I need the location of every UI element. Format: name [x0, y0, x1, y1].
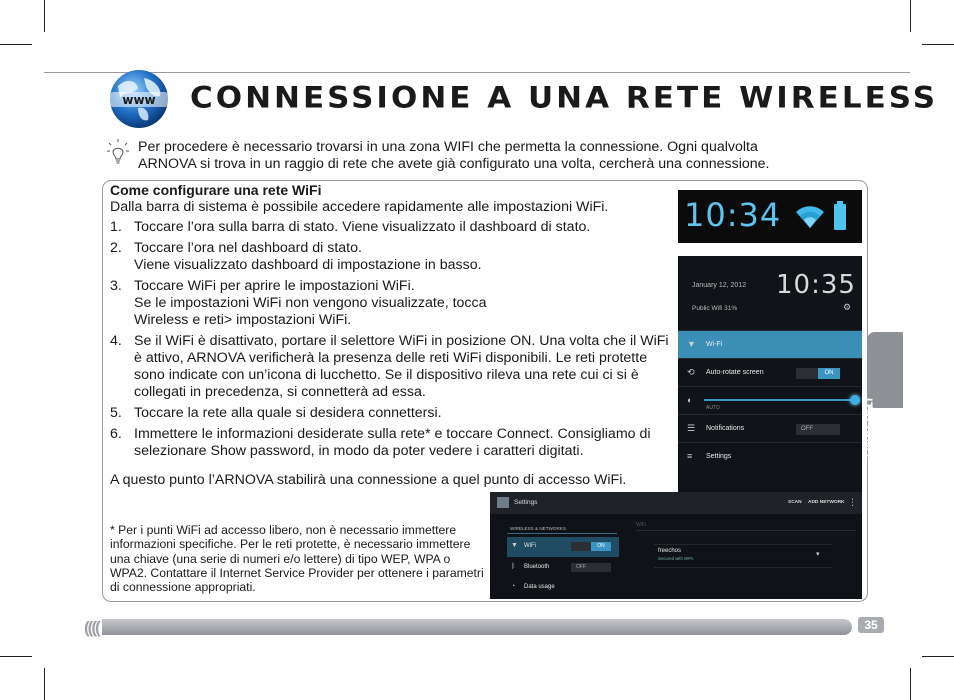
step-number: 3. — [110, 278, 122, 294]
crop-mark — [0, 44, 32, 45]
settings-item-bluetooth[interactable]: ᛒ Bluetooth OFF — [507, 558, 619, 578]
wifi-signal-icon — [794, 204, 826, 230]
section-heading: Come configurare una rete WiFi — [110, 182, 322, 198]
dashboard-clock: 10:35 — [776, 270, 856, 300]
notifications-toggle[interactable]: OFF — [796, 424, 840, 435]
step-number: 5. — [110, 405, 122, 421]
lead-text: Dalla barra di sistema è possibile accedere rapidamente alle impostazioni WiFi. — [110, 199, 609, 215]
bluetooth-toggle[interactable]: OFF — [571, 563, 611, 572]
page-number: 35 — [858, 617, 884, 633]
brightness-icon: ◐ — [687, 395, 693, 405]
brightness-slider[interactable] — [704, 399, 856, 401]
list-item — [110, 240, 670, 274]
footer-bar — [102, 619, 852, 635]
settings-item-data-usage[interactable]: ◔ Data usage — [511, 583, 555, 590]
language-label: ITALIANO — [861, 398, 875, 458]
settings-item-wifi[interactable]: ▼ WiFi ON — [507, 537, 619, 557]
step-number: 6. — [110, 426, 122, 442]
list-item — [110, 426, 670, 460]
page-title: CONNESSIONE A UNA RETE WIRELESS — [190, 80, 939, 116]
dashboard-row-rotate[interactable] — [678, 358, 862, 387]
wifi-icon: ▼ — [511, 542, 518, 549]
step-text: Se le impostazioni WiFi non vengono visualizzate, tocca — [134, 295, 487, 311]
instructions — [110, 182, 670, 489]
logo-text: www — [122, 93, 156, 107]
step-text: Wireless e reti> impostazioni WiFi. — [134, 312, 352, 328]
language-tab — [861, 332, 903, 458]
dashboard-row-settings[interactable] — [678, 442, 862, 471]
lock-wifi-icon: ▾ — [816, 551, 820, 558]
pane-title: WiFi — [636, 522, 646, 528]
dashboard-row-wifi[interactable] — [678, 330, 862, 359]
lightbulb-icon — [107, 139, 129, 165]
dashboard-status: Public Wifi 31% — [692, 305, 738, 312]
status-dashboard-screenshot — [678, 256, 862, 492]
network-name: freechos — [658, 548, 682, 554]
auto-label: AUTO — [706, 405, 720, 411]
action-bar-title: Settings — [514, 499, 538, 506]
list-item — [110, 219, 670, 236]
add-network-button[interactable]: ADD NETWORK — [808, 500, 845, 505]
rotate-toggle[interactable]: ON — [796, 368, 840, 379]
row-label: Notifications — [706, 425, 745, 432]
crop-mark — [44, 668, 45, 700]
slider-handle[interactable] — [850, 395, 860, 405]
data-usage-icon: ◔ — [511, 583, 516, 590]
divider — [636, 530, 856, 531]
bluetooth-icon: ᛒ — [511, 563, 516, 570]
step-text: Toccare la rete alla quale si desidera connettersi. — [134, 405, 442, 421]
crop-mark — [922, 656, 954, 657]
footnote: * Per i punti WiFi ad accesso libero, non è necessario immettere informazioni specifiche. Per le reti protette, è necessario immettere una chiave (una serie di numeri e/o lettere) di tipo WEP, WPA o WPA2. Contattare il Internet Service Provider per ottenere i parametri di connessione appropriati. — [110, 523, 484, 595]
dashboard-row-notifications[interactable] — [678, 414, 862, 443]
footer-ornament: (((( — [84, 618, 99, 637]
divider — [507, 533, 617, 534]
overflow-menu-icon[interactable]: ⋮ — [848, 497, 857, 507]
step-text: Se il WiFi è disattivato, portare il selettore WiFi in posizione ON. Una volta che il WiFi è attivo, ARNOVA verificherà la presenza delle reti WiFi disponibili. Le reti protette sono indicate con un’icona di lucchetto. Se il dispositivo rileva una rete cui ci si è collegati in precedenza, si connetterà ad essa. — [134, 333, 669, 400]
status-bar-screenshot — [678, 190, 862, 243]
settings-shortcut-icon: ⚙ — [843, 302, 852, 312]
scan-button[interactable]: SCAN — [788, 500, 802, 505]
dashboard-date: January 12, 2012 — [692, 282, 747, 289]
battery-tip — [837, 201, 843, 204]
settings-app-icon — [497, 497, 509, 508]
notifications-icon: ☰ — [687, 423, 696, 433]
globe-icon — [108, 68, 170, 130]
network-security: Secured with WPA — [658, 556, 694, 561]
crop-mark — [44, 0, 45, 32]
wifi-settings-screenshot — [490, 492, 862, 599]
crop-mark — [910, 668, 911, 700]
crop-mark — [922, 44, 954, 45]
step-text: Toccare WiFi per aprire le impostazioni WiFi. — [134, 278, 415, 294]
closing-text: A questo punto l’ARNOVA stabilirà una connessione a quel punto di accesso WiFi. — [110, 472, 627, 488]
section-header: WIRELESS & NETWORKS — [510, 526, 566, 531]
list-item — [110, 333, 670, 401]
row-label: Wi-Fi — [706, 341, 723, 348]
settings-sliders-icon: ≡ — [687, 451, 693, 461]
wifi-icon: ▼ — [687, 339, 696, 349]
step-text: Toccare l’ora sulla barra di stato. Viene visualizzato il dashboard di stato. — [134, 219, 591, 235]
step-text: Immettere le informazioni desiderate sulla rete* e toccare Connect. Consigliamo di selezionare Show password, in modo da poter vedere i caratteri digitati. — [134, 426, 651, 459]
crop-mark — [0, 656, 32, 657]
clock-display: 10:34 — [684, 196, 782, 234]
step-text: Toccare l’ora nel dashboard di stato. — [134, 240, 362, 256]
battery-icon — [834, 204, 846, 230]
rotate-icon: ⟲ — [687, 367, 695, 377]
step-number: 1. — [110, 219, 122, 235]
steps-list — [110, 219, 670, 460]
step-number: 4. — [110, 333, 122, 349]
step-text: Viene visualizzato dashboard di impostazione in basso. — [134, 257, 482, 273]
action-bar — [490, 492, 862, 514]
header-rule — [44, 72, 910, 73]
row-label: Settings — [706, 453, 732, 460]
row-label: Auto-rotate screen — [706, 369, 764, 376]
step-number: 2. — [110, 240, 122, 256]
intro-text: Per procedere è necessario trovarsi in una zona WIFI che permetta la connessione. Ogni qualvolta ARNOVA si trova in un raggio di rete che avete già configurato una volta, cercherà una connessione. — [138, 139, 770, 172]
crop-mark — [910, 0, 911, 32]
list-item — [110, 278, 670, 329]
wifi-toggle[interactable]: ON — [571, 542, 611, 551]
list-item — [110, 405, 670, 422]
